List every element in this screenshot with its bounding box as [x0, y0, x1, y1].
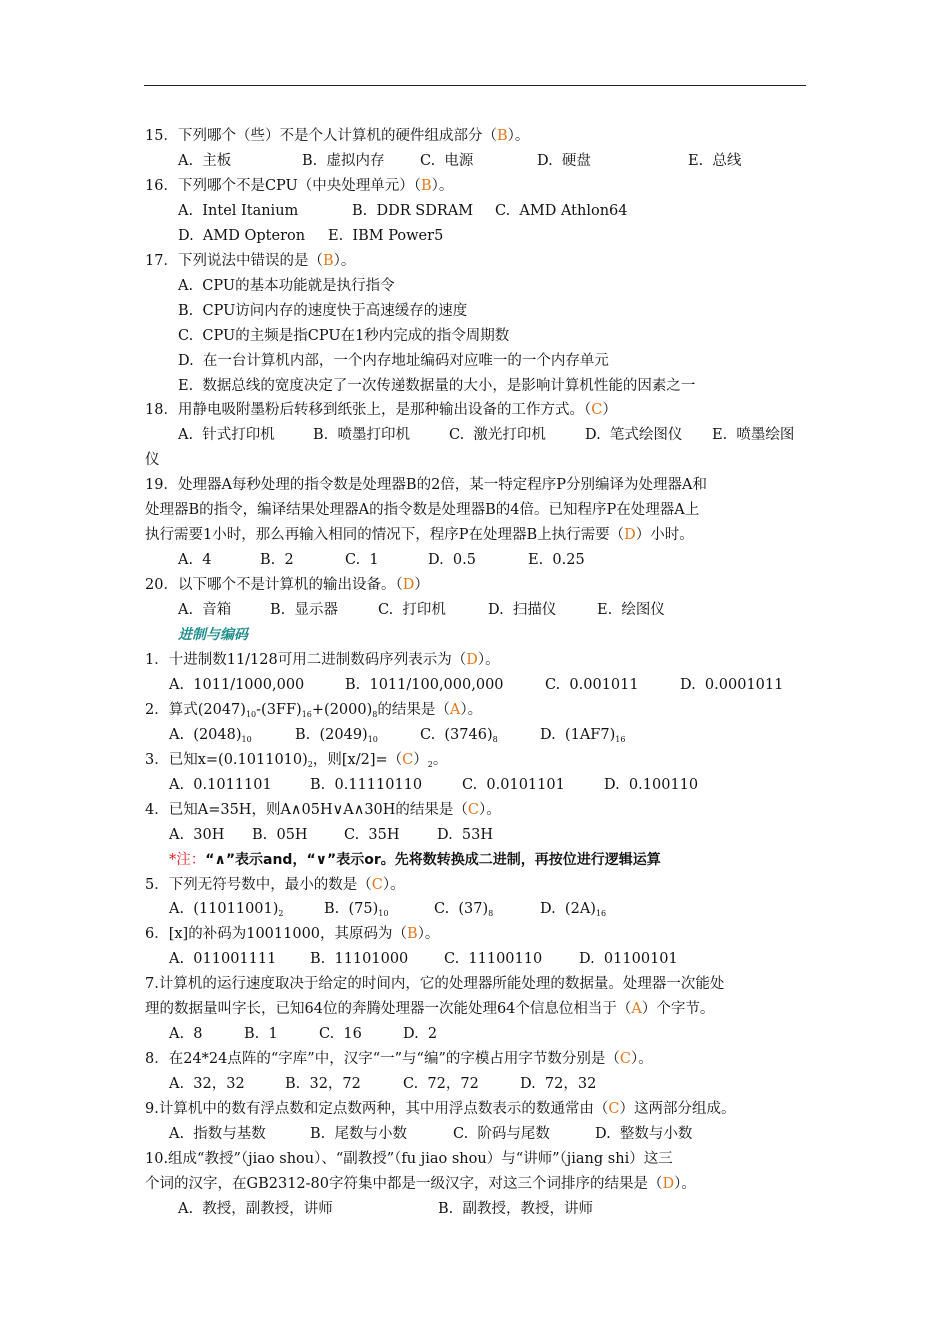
header-rule	[144, 85, 806, 86]
text: 19．处理器A每秒处理的指令数是处理器B的2倍，某一特定程序P分别编译为处理器A和	[145, 477, 708, 494]
text: D. 扫描仪	[488, 602, 557, 619]
text: ）。	[460, 701, 483, 718]
section-heading	[178, 623, 248, 648]
text: 8．在24*24点阵的“字库”中，汉字“一”与“编”的字模占用字节数分别是（	[145, 1051, 620, 1068]
text: C. 阶码与尾数	[453, 1126, 550, 1142]
base-subscript: 8	[492, 734, 498, 744]
text: C. 1	[345, 552, 379, 569]
text: A. 主板	[178, 152, 232, 169]
text: ）。	[477, 651, 500, 668]
question-text	[145, 124, 529, 149]
text: B. 11101000	[310, 951, 409, 968]
option	[420, 149, 473, 174]
option	[252, 823, 308, 848]
text: D. (2A)	[540, 901, 596, 918]
text: C. 35H	[344, 826, 400, 843]
option	[319, 1022, 362, 1047]
text: 进制与编码	[178, 627, 248, 643]
base-subscript: 8	[488, 909, 494, 919]
text: 执行需要1小时，那么再输入相同的情况下，程序P在处理器B上执行需要（	[145, 527, 625, 544]
text: ）这两部分组成。	[619, 1101, 736, 1118]
option	[270, 598, 338, 623]
text: ）	[413, 751, 428, 768]
text: B. 副教授，教授，讲师	[438, 1200, 593, 1217]
text: C. 打印机	[378, 602, 446, 619]
question-text	[145, 1047, 653, 1072]
option	[169, 947, 276, 972]
text: D. 0.0001011	[680, 676, 784, 693]
option	[244, 1022, 278, 1047]
option	[178, 374, 695, 399]
option	[178, 274, 395, 299]
text: A. (2048)	[169, 726, 242, 743]
option	[545, 673, 639, 698]
base-subscript: 10	[378, 909, 389, 919]
text: 3．已知x=(0.1011010)	[145, 751, 308, 768]
option	[540, 897, 606, 926]
option	[178, 423, 275, 448]
text: B. 32，72	[285, 1076, 361, 1093]
text: 18．用静电吸附墨粉后转移到纸张上，是那种输出设备的工作方式。（	[145, 402, 592, 419]
text: C. 电源	[420, 152, 474, 169]
note-text: “∧”表示and，“∨”表示or。先将数转换成二进制，再按位进行逻辑运算	[205, 851, 661, 868]
text: 6．[x]的补码为10011000，其原码为（	[145, 926, 408, 943]
option	[313, 423, 410, 448]
text: ）。	[333, 252, 356, 269]
answer: B	[407, 926, 418, 943]
question-text	[145, 698, 482, 723]
question-text	[145, 249, 355, 274]
answer: C	[608, 1101, 620, 1118]
text: C. AMD Athlon64	[495, 202, 628, 219]
text: A. 1011/1000,000	[169, 676, 305, 693]
text: D. 72，32	[520, 1076, 597, 1093]
option	[444, 947, 542, 972]
text: B. 1	[244, 1026, 278, 1043]
option	[495, 199, 628, 224]
text: A. 教授，副教授，讲师	[178, 1200, 333, 1217]
answer: C	[402, 751, 414, 768]
base-subscript: 2	[427, 759, 433, 769]
text: ）	[414, 577, 429, 594]
option	[403, 1022, 437, 1047]
text: D. 在一台计算机内部，一个内存地址编码对应唯一的一个内存单元	[178, 352, 609, 369]
option	[169, 1022, 203, 1047]
option	[328, 224, 443, 249]
text: A. CPU的基本功能就是执行指令	[178, 277, 395, 294]
text: C. 0.0101101	[462, 776, 565, 793]
question-text	[145, 473, 707, 498]
base-subscript: 16	[615, 734, 626, 744]
option	[428, 548, 476, 573]
option	[345, 548, 379, 573]
option	[178, 598, 231, 623]
answer: D	[624, 527, 636, 544]
text: 个词的汉字，在GB2312-80字符集中都是一级汉字，对这三个词排序的结果是（	[145, 1175, 663, 1192]
text: -(3FF)	[256, 701, 302, 718]
text: A. 30H	[169, 826, 225, 843]
option	[169, 1072, 245, 1097]
text: B. 喷墨打印机	[313, 427, 410, 444]
text: D. 01100101	[579, 951, 678, 968]
text: D. 2	[403, 1026, 438, 1043]
question-text	[145, 1097, 735, 1122]
option	[169, 673, 304, 698]
text: A. 8	[169, 1026, 203, 1043]
text: C. 0.001011	[545, 676, 639, 693]
base-subscript: 16	[301, 709, 312, 719]
option	[260, 548, 294, 573]
option	[453, 1122, 550, 1147]
option	[520, 1072, 596, 1097]
question-text	[145, 573, 429, 598]
text: A. 0.1011101	[169, 776, 272, 793]
question-text	[145, 648, 500, 673]
question-text	[145, 448, 160, 473]
option	[712, 423, 794, 448]
text: 15．下列哪个（些）不是个人计算机的硬件组成部分（	[145, 128, 497, 144]
option	[178, 224, 305, 249]
question-text	[145, 174, 453, 199]
option	[540, 723, 625, 752]
answer: A	[449, 701, 461, 718]
option	[378, 598, 446, 623]
question-text	[145, 997, 714, 1022]
text: B. 05H	[252, 826, 308, 843]
text: A. 4	[178, 552, 212, 569]
question-text	[145, 498, 699, 523]
option	[438, 1197, 593, 1222]
option	[345, 673, 504, 698]
text: 10.组成“教授”（jiao shou）、“副教授”（fu jiao shou）与“讲师”（jiang shi）这三	[145, 1150, 673, 1167]
option	[579, 947, 678, 972]
base-subscript: 16	[595, 909, 607, 919]
option	[680, 673, 783, 698]
text: D. 硬盘	[537, 152, 591, 169]
text: 20．以下哪个不是计算机的输出设备。（	[145, 577, 403, 594]
question-text	[145, 748, 447, 773]
option	[178, 548, 212, 573]
text: 1．十进制数11/128可用二进制数码序列表示为（	[145, 651, 467, 668]
note	[169, 848, 661, 873]
text: A. 指数与基数	[169, 1126, 266, 1142]
base-subscript: 8	[372, 709, 378, 719]
text: 处理器B的指令，编译结果处理器A的指令数是处理器B的4倍。已知程序P在处理器A上	[145, 502, 700, 519]
text: D. 0.5	[428, 552, 476, 569]
text: A. 音箱	[178, 602, 232, 619]
text: C. CPU的主频是指CPU在1秒内完成的指令周期数	[178, 327, 510, 344]
question-text	[145, 873, 405, 898]
question-text	[145, 922, 439, 947]
text: D. 0.100110	[604, 776, 699, 793]
text: A. Intel Itanium	[178, 202, 299, 219]
option	[169, 773, 272, 798]
text: B. 虚拟内存	[302, 152, 385, 169]
text: 5．下列无符号数中，最小的数是（	[145, 876, 372, 893]
text: ）个字节。	[641, 1001, 715, 1018]
text: ）小时。	[635, 527, 694, 544]
text: B. (75)	[324, 901, 379, 918]
option	[344, 823, 400, 848]
option	[178, 349, 609, 374]
option	[449, 423, 546, 448]
base-subscript: 2	[307, 759, 313, 769]
option	[352, 199, 473, 224]
text: ）。	[507, 128, 530, 144]
text: B. (2049)	[295, 726, 368, 743]
text: 。	[432, 751, 448, 768]
base-subscript: 10	[245, 709, 257, 719]
text: C. 72，72	[403, 1076, 479, 1093]
text: D. 53H	[437, 826, 494, 843]
option	[585, 423, 682, 448]
text: 仪	[145, 452, 160, 469]
text: ）	[602, 402, 617, 419]
answer: D	[466, 651, 478, 668]
text: D. (1AF7)	[540, 726, 616, 743]
text: 7.计算机的运行速度取决于给定的时间内，它的处理器所能处理的数据量。处理器一次能处	[145, 976, 725, 993]
question-text	[145, 398, 617, 423]
text: B. 2	[260, 552, 294, 569]
option	[178, 199, 298, 224]
option	[310, 773, 422, 798]
option	[169, 1122, 266, 1147]
option	[403, 1072, 479, 1097]
option	[302, 149, 384, 174]
answer: B	[322, 252, 334, 269]
text: A. 011001111	[169, 951, 277, 968]
question-text	[145, 523, 694, 548]
option	[178, 324, 509, 349]
text: C. 11100110	[444, 951, 543, 968]
text: 4．已知A=35H，则A∧05H∨A∧30H的结果是（	[145, 801, 468, 818]
text: E. IBM Power5	[328, 227, 444, 244]
base-subscript: 10	[241, 734, 252, 744]
text: ）。	[674, 1175, 696, 1192]
option	[462, 773, 565, 798]
option	[310, 1122, 407, 1147]
option	[178, 1197, 333, 1222]
option	[528, 548, 585, 573]
option	[178, 149, 231, 174]
option	[310, 947, 408, 972]
text: B. 1011/100,000,000	[345, 676, 504, 693]
text: D. 整数与小数	[595, 1126, 693, 1142]
text: B. 显示器	[270, 602, 338, 619]
answer: D	[662, 1175, 675, 1192]
text: 2．算式(2047)	[145, 701, 246, 718]
text: 17．下列说法中错误的是（	[145, 252, 323, 269]
text: ）。	[431, 177, 454, 194]
text: +(2000)	[311, 701, 373, 718]
option	[537, 149, 591, 174]
option	[285, 1072, 361, 1097]
base-subscript: 10	[367, 734, 378, 744]
text: C. 16	[319, 1026, 362, 1043]
text: B. 尾数与小数	[310, 1126, 407, 1142]
text: ，则[x/2]=（	[312, 751, 403, 768]
text: 的结果是（	[377, 701, 450, 718]
question-text	[145, 798, 501, 823]
option	[604, 773, 698, 798]
text: C. (37)	[434, 901, 489, 918]
text: E. 喷墨绘图	[712, 427, 795, 444]
text: C. (3746)	[420, 726, 493, 743]
answer: A	[631, 1001, 642, 1018]
text: E. 0.25	[528, 552, 585, 569]
option	[595, 1122, 692, 1147]
answer: B	[496, 128, 508, 144]
option	[169, 823, 224, 848]
text: B. CPU访问内存的速度快于高速缓存的速度	[178, 302, 468, 319]
text: A. (11011001)	[169, 901, 279, 918]
option	[434, 897, 493, 926]
text: ）。	[630, 1051, 653, 1068]
text: ）。	[382, 876, 405, 893]
text: A. 32，32	[169, 1076, 245, 1093]
answer: C	[371, 876, 383, 893]
answer: C	[467, 801, 480, 818]
answer: D	[402, 577, 415, 594]
answer: B	[421, 177, 432, 194]
text: ）。	[417, 926, 440, 943]
option	[688, 149, 741, 174]
option	[597, 598, 665, 623]
text: 理的数据量叫字长，已知64位的奔腾处理器一次能处理64个信息位相当于（	[145, 1001, 632, 1018]
text: A. 针式打印机	[178, 427, 275, 444]
text: 9.计算机中的数有浮点数和定点数两种，其中用浮点数表示的数通常由（	[145, 1101, 609, 1118]
question-text	[145, 1172, 696, 1197]
text: D. 笔式绘图仪	[585, 427, 683, 444]
option	[178, 299, 467, 324]
note-label: *注：	[169, 851, 206, 868]
question-text	[145, 972, 724, 997]
answer: C	[591, 402, 603, 419]
option	[437, 823, 493, 848]
answer: C	[619, 1051, 631, 1068]
text: B. 0.11110110	[310, 776, 423, 793]
text: D. AMD Opteron	[178, 227, 306, 244]
text: C. 激光打印机	[449, 427, 546, 444]
text: B. DDR SDRAM	[352, 202, 474, 219]
text: 16．下列哪个不是CPU（中央处理单元）（	[145, 177, 422, 194]
text: E. 绘图仪	[597, 602, 665, 619]
text: E. 数据总线的宽度决定了一次传递数据量的大小，是影响计算机性能的因素之一	[178, 377, 696, 394]
option	[488, 598, 556, 623]
question-text	[145, 1147, 673, 1172]
text: ）。	[479, 801, 501, 818]
text: E. 总线	[688, 152, 742, 169]
base-subscript: 2	[278, 909, 284, 919]
